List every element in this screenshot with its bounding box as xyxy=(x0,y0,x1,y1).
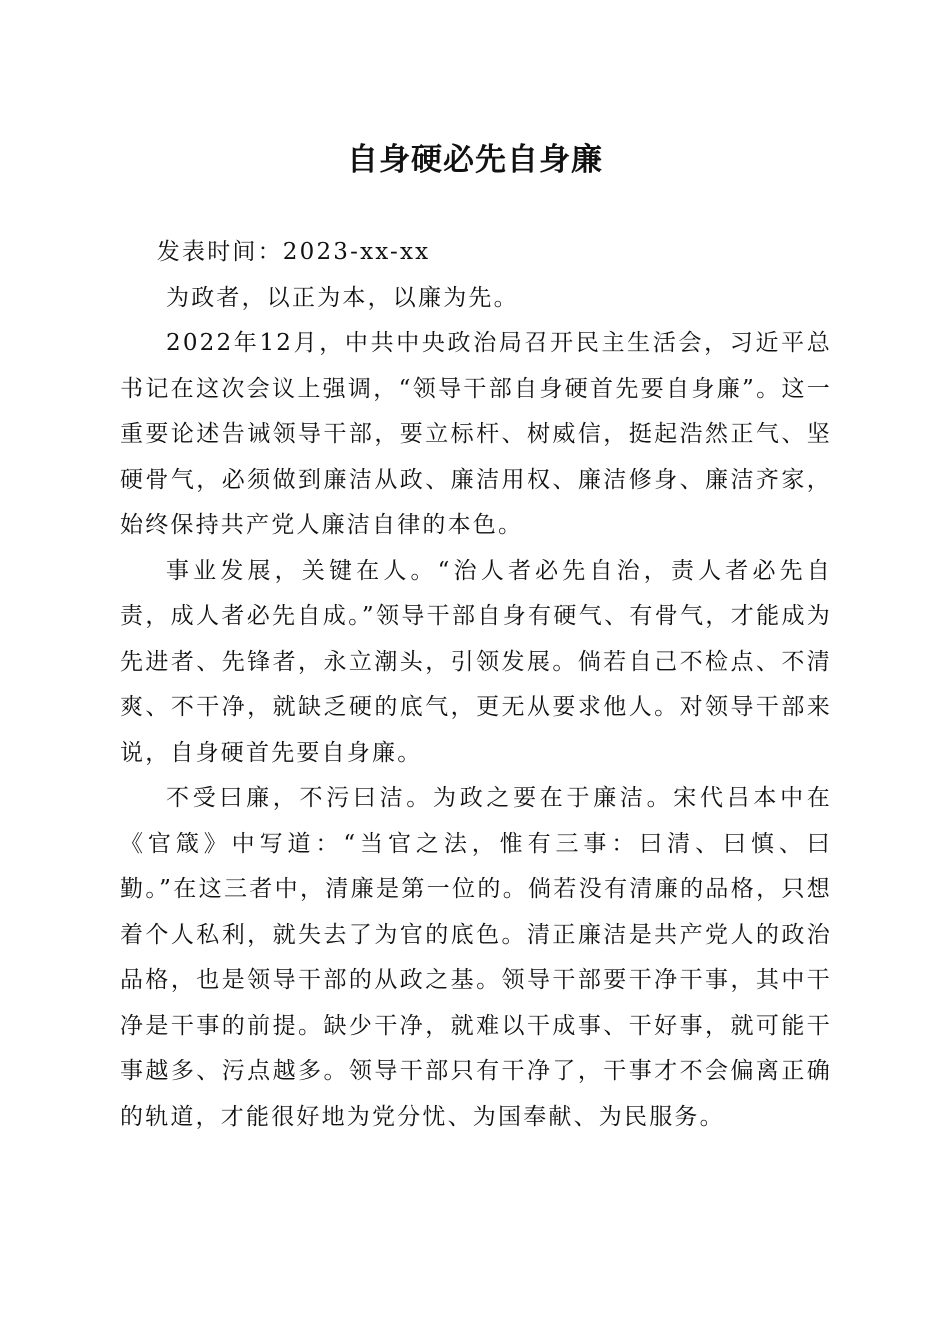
paragraph-integrity: 不受曰廉，不污曰洁。为政之要在于廉洁。宋代吕本中在《官箴》中写道：“当官之法，惟有三事：曰清、曰慎、曰勤。”在这三者中，清廉是第一位的。倘若没有清廉的品格，只想着个人私利，就失去了为官的底色。清正廉洁是共产党人的政治品格，也是领导干部的从政之基。领导干部要干净干事，其中干净是干事的前提。缺少干净，就难以干成事、干好事，就可能干事越多、污点越多。领导干部只有干净了，干事才不会偏离正确的轨道，才能很好地为党分忧、为国奉献、为民服务。 xyxy=(120,785,832,1130)
paragraph-opening: 为政者，以正为本，以廉为先。 xyxy=(166,284,519,311)
publish-date-line: 发表时间：2023-xx-xx xyxy=(156,239,431,265)
document-title: 自身硬必先自身廉 xyxy=(347,142,603,178)
paragraph-career: 事业发展，关键在人。“治人者必先自治，责人者必先自责，成人者必先自成。”领导干部自身有硬气、有骨气，才能成为先进者、先锋者，永立潮头，引领发展。倘若自己不检点、不清爽、不干净，就缺乏硬的底气，更无从要求他人。对领导干部来说，自身硬首先要自身廉。 xyxy=(120,557,832,766)
document-body xyxy=(120,230,832,1140)
paragraph-meeting: 2022年12月，中共中央政治局召开民主生活会，习近平总书记在这次会议上强调，“领导干部自身硬首先要自身廉”。这一重要论述告诫领导干部，要立标杆、树威信，挺起浩然正气、坚硬骨气，必须做到廉洁从政、廉洁用权、廉洁修身、廉洁齐家，始终保持共产党人廉洁自律的本色。 xyxy=(120,330,832,538)
